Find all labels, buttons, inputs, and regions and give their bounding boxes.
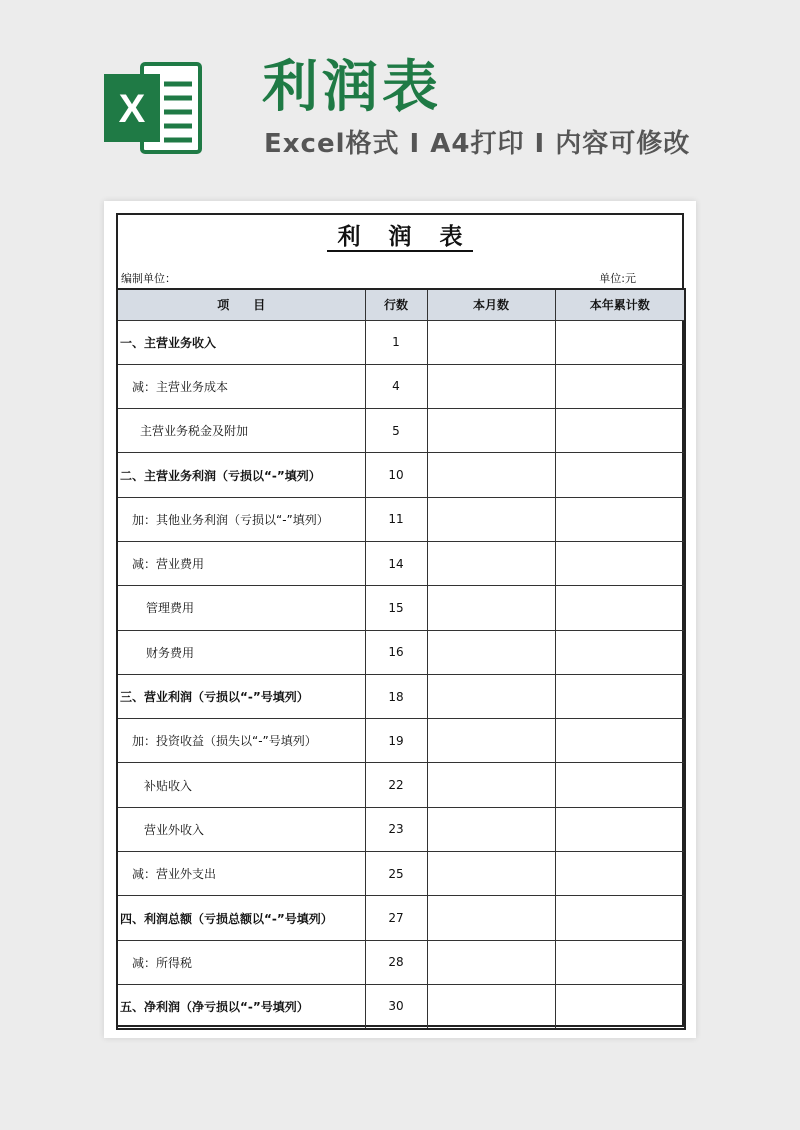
row-month-cell[interactable] xyxy=(427,630,555,674)
row-line: 19 xyxy=(365,719,427,763)
row-item: 主营业务税金及附加 xyxy=(117,409,365,453)
row-line: 15 xyxy=(365,586,427,630)
banner-title: 利润表 xyxy=(262,55,442,120)
table-row xyxy=(117,807,685,851)
row-item: 管理费用 xyxy=(117,586,365,630)
row-item: 财务费用 xyxy=(117,630,365,674)
col-header-year: 本年累计数 xyxy=(555,289,685,320)
row-month-cell[interactable] xyxy=(427,984,555,1028)
row-year-cell[interactable] xyxy=(555,409,685,453)
row-line: 4 xyxy=(365,364,427,408)
banner-subtitle: Excel格式 I A4打印 I 内容可修改 xyxy=(264,129,691,159)
col-header-month: 本月数 xyxy=(427,289,555,320)
row-item: 减：主营业务成本 xyxy=(117,364,365,408)
row-line: 30 xyxy=(365,984,427,1028)
row-year-cell[interactable] xyxy=(555,896,685,940)
row-line: 16 xyxy=(365,630,427,674)
table-row xyxy=(117,674,685,718)
row-item: 减：所得税 xyxy=(117,940,365,984)
table-row xyxy=(117,320,685,364)
row-month-cell[interactable] xyxy=(427,541,555,585)
row-month-cell[interactable] xyxy=(427,409,555,453)
row-item: 二、主营业务利润（亏损以“-”填列） xyxy=(117,453,365,497)
table-row xyxy=(117,497,685,541)
row-month-cell[interactable] xyxy=(427,497,555,541)
row-year-cell[interactable] xyxy=(555,586,685,630)
row-year-cell[interactable] xyxy=(555,719,685,763)
table-row xyxy=(117,719,685,763)
row-line: 10 xyxy=(365,453,427,497)
row-month-cell[interactable] xyxy=(427,719,555,763)
income-statement-table xyxy=(116,288,686,1030)
table-row xyxy=(117,409,685,453)
row-year-cell[interactable] xyxy=(555,763,685,807)
table-row xyxy=(117,940,685,984)
row-year-cell[interactable] xyxy=(555,940,685,984)
row-year-cell[interactable] xyxy=(555,364,685,408)
row-year-cell[interactable] xyxy=(555,852,685,896)
row-item: 一、主营业务收入 xyxy=(117,320,365,364)
table-row xyxy=(117,364,685,408)
table-row xyxy=(117,541,685,585)
row-line: 18 xyxy=(365,674,427,718)
row-month-cell[interactable] xyxy=(427,763,555,807)
row-year-cell[interactable] xyxy=(555,807,685,851)
row-line: 23 xyxy=(365,807,427,851)
row-item: 减：营业费用 xyxy=(117,541,365,585)
row-item: 减：营业外支出 xyxy=(117,852,365,896)
row-year-cell[interactable] xyxy=(555,497,685,541)
row-line: 1 xyxy=(365,320,427,364)
row-year-cell[interactable] xyxy=(555,630,685,674)
row-line: 27 xyxy=(365,896,427,940)
row-line: 22 xyxy=(365,763,427,807)
row-line: 14 xyxy=(365,541,427,585)
row-line: 5 xyxy=(365,409,427,453)
row-line: 28 xyxy=(365,940,427,984)
row-year-cell[interactable] xyxy=(555,320,685,364)
row-item: 加：其他业务利润（亏损以“-”填列） xyxy=(117,497,365,541)
row-month-cell[interactable] xyxy=(427,896,555,940)
row-month-cell[interactable] xyxy=(427,364,555,408)
excel-logo-icon xyxy=(102,58,206,158)
row-month-cell[interactable] xyxy=(427,453,555,497)
row-item: 四、利润总额（亏损总额以“-”号填列） xyxy=(117,896,365,940)
row-month-cell[interactable] xyxy=(427,940,555,984)
row-item: 补贴收入 xyxy=(117,763,365,807)
row-line: 25 xyxy=(365,852,427,896)
row-month-cell[interactable] xyxy=(427,586,555,630)
table-row xyxy=(117,453,685,497)
row-line: 11 xyxy=(365,497,427,541)
table-row xyxy=(117,896,685,940)
table-row xyxy=(117,586,685,630)
row-item: 五、净利润（净亏损以“-”号填列） xyxy=(117,984,365,1028)
row-year-cell[interactable] xyxy=(555,453,685,497)
row-item: 加：投资收益（损失以“-”号填列） xyxy=(117,719,365,763)
document-frame xyxy=(116,213,684,1027)
row-year-cell[interactable] xyxy=(555,984,685,1028)
document-sheet xyxy=(104,201,696,1038)
row-month-cell[interactable] xyxy=(427,674,555,718)
col-header-item: 项 目 xyxy=(117,289,365,320)
table-row xyxy=(117,630,685,674)
document-title: 利 润 表 xyxy=(118,219,682,255)
table-header-row xyxy=(117,289,685,320)
logo-letter: X xyxy=(118,87,146,131)
row-item: 三、营业利润（亏损以“-”号填列） xyxy=(117,674,365,718)
row-month-cell[interactable] xyxy=(427,807,555,851)
currency-unit-label: 单位:元 xyxy=(599,272,636,285)
row-month-cell[interactable] xyxy=(427,852,555,896)
row-item: 营业外收入 xyxy=(117,807,365,851)
row-year-cell[interactable] xyxy=(555,541,685,585)
table-row xyxy=(117,763,685,807)
row-year-cell[interactable] xyxy=(555,674,685,718)
table-row xyxy=(117,852,685,896)
col-header-line: 行数 xyxy=(365,289,427,320)
compiling-unit-label: 编制单位： xyxy=(121,272,176,285)
row-month-cell[interactable] xyxy=(427,320,555,364)
table-row xyxy=(117,984,685,1028)
